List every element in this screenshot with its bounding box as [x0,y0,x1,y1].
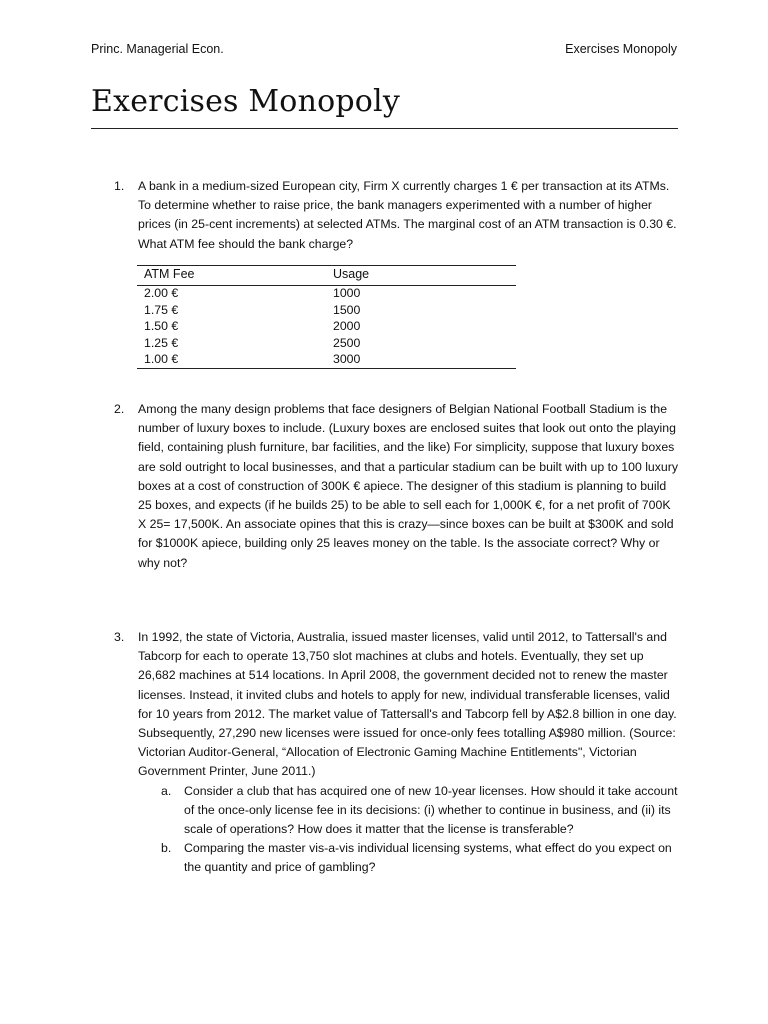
table-cell-usage: 2500 [333,336,361,350]
sub-question-letter: a. [161,783,172,798]
table-header-atm-fee: ATM Fee [144,267,195,281]
title-divider [91,128,678,129]
table-cell-usage: 1000 [333,286,361,300]
exercise-3 [114,628,680,878]
table-cell-usage: 1500 [333,303,361,317]
exercise-text: Among the many design problems that face designers of Belgian National Football Stadium is the number of luxury boxes to include. (Luxury boxes are enclosed suites that look out onto the playing field, containing plush furniture, bar facilities, and the like) For simplicity, suppose that luxury boxes are sold outright to local businesses, and that a particular stadium can be built with up to 100 luxury boxes at a cost of construction of 300K € apiece. The designer of this stadium is planning to build 25 boxes, and expects (if he builds 25) to be able to sell each for 1,000K €, for a net profit of 700K X 25= 17,500K. An associate opines that this is crazy—since boxes can be built at $300K and sold for $1000K apiece, building only 25 leaves money on the table. Is the associate correct? Why or why not? [138,402,679,570]
table-cell-fee: 1.25 € [144,336,179,350]
sub-question-letter: b. [161,841,172,856]
table-cell-fee: 1.00 € [144,352,179,366]
exercise-1 [114,177,680,254]
exercise-number: 2. [114,402,125,416]
sub-question-text: Consider a club that has acquired one of new 10-year licenses. How should it take account of the once-only license fee in its decisions: (i) whether to continue in business, and (ii) its scale of operations? How does it matter that the license is transferable? [184,783,678,837]
exercise-text: A bank in a medium-sized European city, Firm X currently charges 1 € per transaction at its ATMs. To determine whether to raise price, the bank managers experimented with a number of higher prices (in 25-cent increments) at selected ATMs. The marginal cost of an ATM transaction is 0.30 €. What ATM fee should the bank charge? [138,179,677,251]
sub-question-a [138,782,680,840]
exercise-text: In 1992, the state of Victoria, Australia, issued master licenses, valid until 2012, to Tattersall's and Tabcorp for each to operate 13,750 slot machines at clubs and hotels. Eventually, they set up 26,682 machines at 514 locations. In April 2008, the government decided not to renew the master licenses. Instead, it invited clubs and hotels to apply for new, individual transferable licenses, valid for 10 years from 2012. The market value of Tattersall's and Tabcorp fell by A$2.8 billion in one day. Subsequently, 27,290 new licenses were issued for once-only fees totalling A$980 million. (Source: Victorian Auditor-General, “Allocation of Electronic Gaming Machine Entitlements", Victorian Government Printer, June 2011.) [138,630,677,779]
sub-question-b [138,839,680,877]
header-section-name: Exercises Monopoly [565,42,677,56]
header-course-name: Princ. Managerial Econ. [91,42,224,56]
table-cell-fee: 1.75 € [144,303,179,317]
table-bottom-rule [137,368,516,369]
running-header [91,42,677,60]
table-header-usage: Usage [333,267,370,281]
table-header-rule [137,285,516,286]
sub-question-list [138,782,680,878]
exercise-2 [114,400,680,573]
page-title: Exercises Monopoly [91,84,400,119]
sub-question-text: Comparing the master vis-a-vis individual licensing systems, what effect do you expect on the quantity and price of gambling? [184,841,672,875]
table-cell-usage: 2000 [333,319,361,333]
exercise-number: 1. [114,179,125,193]
table-top-rule [137,265,516,266]
table-cell-fee: 1.50 € [144,319,179,333]
exercise-number: 3. [114,630,125,644]
table-cell-usage: 3000 [333,352,361,366]
table-cell-fee: 2.00 € [144,286,179,300]
